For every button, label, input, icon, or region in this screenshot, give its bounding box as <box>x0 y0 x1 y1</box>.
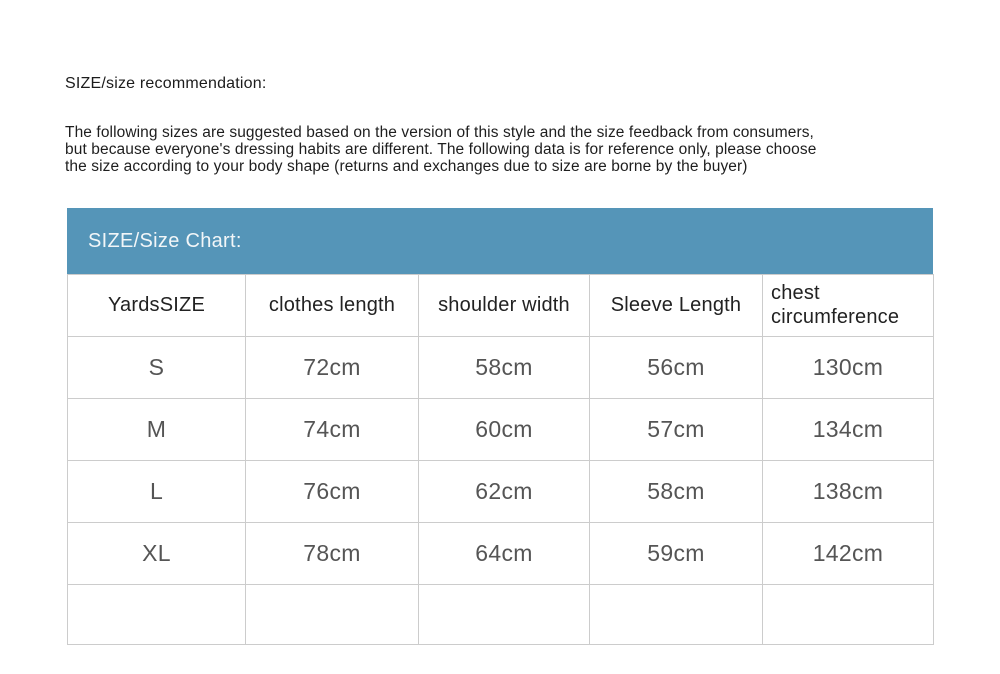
size-chart-title: SIZE/Size Chart: <box>88 229 242 252</box>
cell-shoulder-width <box>419 585 590 645</box>
cell-shoulder-width: 58cm <box>419 337 590 399</box>
cell-sleeve-length: 56cm <box>590 337 763 399</box>
cell-shoulder-width: 62cm <box>419 461 590 523</box>
paragraph-line: but because everyone's dressing habits are different. The following data is for reference only, please choose <box>65 141 817 159</box>
cell-size <box>68 585 246 645</box>
cell-sleeve-length: 59cm <box>590 523 763 585</box>
cell-shoulder-width: 60cm <box>419 399 590 461</box>
column-header-sleeve-length: Sleeve Length <box>590 275 763 337</box>
column-header-size: YardsSIZE <box>68 275 246 337</box>
table-row-l <box>68 461 934 523</box>
cell-chest-circumference: 142cm <box>763 523 934 585</box>
paragraph-line: the size according to your body shape (returns and exchanges due to size are borne by the buyer) <box>65 158 748 176</box>
cell-size: XL <box>68 523 246 585</box>
cell-clothes-length: 76cm <box>246 461 419 523</box>
cell-shoulder-width: 64cm <box>419 523 590 585</box>
cell-chest-circumference <box>763 585 934 645</box>
cell-size: L <box>68 461 246 523</box>
cell-clothes-length <box>246 585 419 645</box>
table-row-xl <box>68 523 934 585</box>
size-recommendation-heading: SIZE/size recommendation: <box>65 75 267 92</box>
size-chart-table <box>67 274 934 645</box>
table-row-empty <box>68 585 934 645</box>
column-header-shoulder-width: shoulder width <box>419 275 590 337</box>
table-row-m <box>68 399 934 461</box>
cell-size: S <box>68 337 246 399</box>
table-header-row <box>68 275 934 337</box>
size-recommendation-paragraph <box>65 124 945 176</box>
cell-size: M <box>68 399 246 461</box>
cell-sleeve-length <box>590 585 763 645</box>
column-header-clothes-length: clothes length <box>246 275 419 337</box>
paragraph-line: The following sizes are suggested based on the version of this style and the size feedback from consumers, <box>65 124 814 141</box>
cell-clothes-length: 72cm <box>246 337 419 399</box>
cell-chest-circumference: 138cm <box>763 461 934 523</box>
table-row-s <box>68 337 934 399</box>
cell-clothes-length: 78cm <box>246 523 419 585</box>
size-chart-title-bar <box>67 208 933 274</box>
cell-sleeve-length: 58cm <box>590 461 763 523</box>
cell-sleeve-length: 57cm <box>590 399 763 461</box>
cell-chest-circumference: 134cm <box>763 399 934 461</box>
cell-clothes-length: 74cm <box>246 399 419 461</box>
column-header-chest-circumference: chest circumference <box>763 275 934 337</box>
cell-chest-circumference: 130cm <box>763 337 934 399</box>
